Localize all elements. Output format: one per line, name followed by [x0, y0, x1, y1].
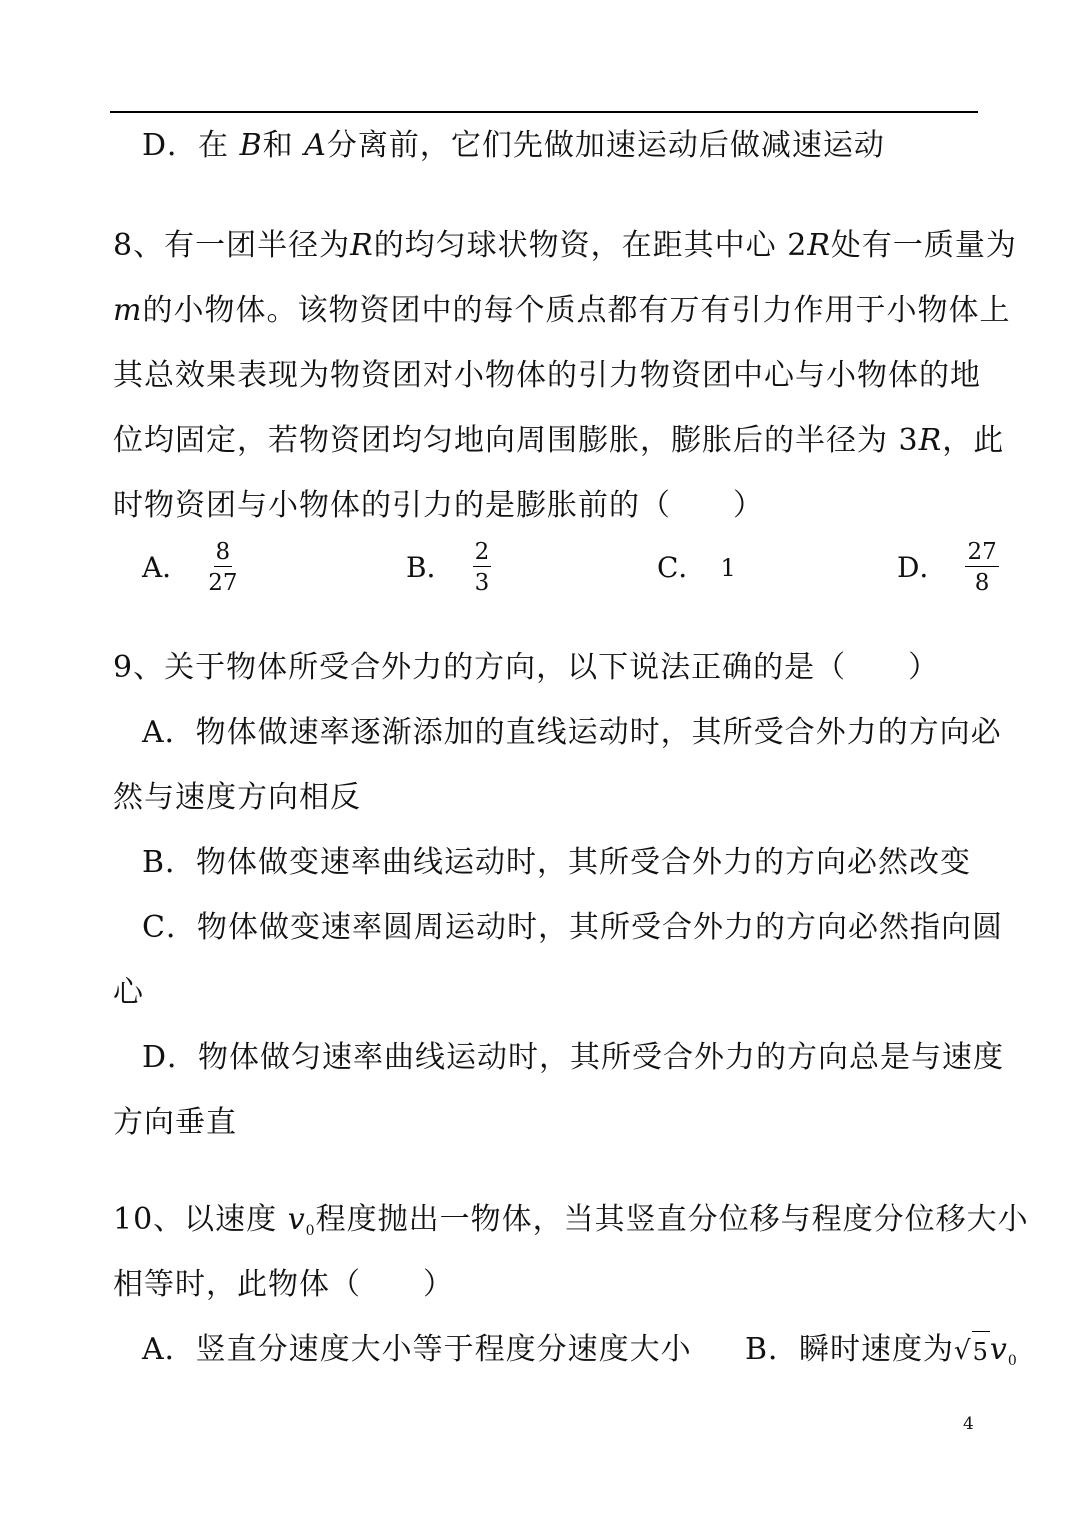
- q8-line-3: 其总效果表现为物资团对小物体的引力物资团中心与小物体的地: [113, 358, 981, 393]
- page-number: 4: [963, 1414, 974, 1434]
- q8-line-5: 时物资团与小物体的引力的是膨胀前的（ ）: [113, 488, 764, 523]
- q9-option-a-line-2: 然与速度方向相反: [113, 780, 361, 815]
- q9-option-a-line-1: A．物体做速率逐渐添加的直线运动时，其所受合外力的方向必: [142, 715, 1002, 750]
- fraction: $\frac{2}{3}$: [474, 539, 490, 596]
- header-rule: [110, 111, 978, 113]
- fraction: $\frac{27}{8}$: [967, 539, 997, 596]
- q8-option-a: A． $\frac{8}{27}$: [142, 539, 238, 596]
- q9-stem: 9、关于物体所受合外力的方向，以下说法正确的是（ ）: [113, 650, 940, 685]
- q7-option-d: D．在 B和 A分离前，它们先做加速运动后做减速运动: [142, 128, 885, 163]
- q10-option-b: B．瞬时速度为 √ 5 $v_0$: [745, 1330, 1018, 1375]
- q8-option-b: B． $\frac{2}{3}$: [406, 539, 490, 596]
- q9-option-b: B．物体做变速率曲线运动时，其所受合外力的方向必然改变: [142, 845, 972, 880]
- q8-option-d: D． $\frac{27}{8}$: [897, 539, 997, 596]
- q9-option-c-line-1: C．物体做变速率圆周运动时，其所受合外力的方向必然指向圆: [142, 910, 1003, 945]
- q8-line-4: 位均固定，若物资团均匀地向周围膨胀，膨胀后的半径为 3R，此: [113, 423, 1005, 458]
- sqrt: √ 5: [954, 1331, 990, 1372]
- q9-option-d-line-2: 方向垂直: [113, 1105, 237, 1140]
- q10-line-1: 10、以速度 $v_0$程度抛出一物体，当其竖直分位移与程度分位移大小: [113, 1202, 1029, 1239]
- q10-line-2: 相等时，此物体（ ）: [113, 1267, 454, 1302]
- q9-option-c-line-2: 心: [113, 975, 144, 1010]
- q9-option-d-line-1: D．物体做匀速率曲线运动时，其所受合外力的方向总是与速度: [142, 1040, 1005, 1075]
- q8-line-2: m的小物体。该物资团中的每个质点都有万有引力作用于小物体上: [113, 293, 1011, 328]
- fraction: $\frac{8}{27}$: [208, 539, 238, 596]
- q10-option-a: A．竖直分速度大小等于程度分速度大小: [142, 1332, 692, 1367]
- q8-option-c: C． 1: [657, 551, 736, 584]
- q8-line-1: 8、有一团半径为R的均匀球状物资，在距其中心 2R处有一质量为: [113, 228, 1017, 263]
